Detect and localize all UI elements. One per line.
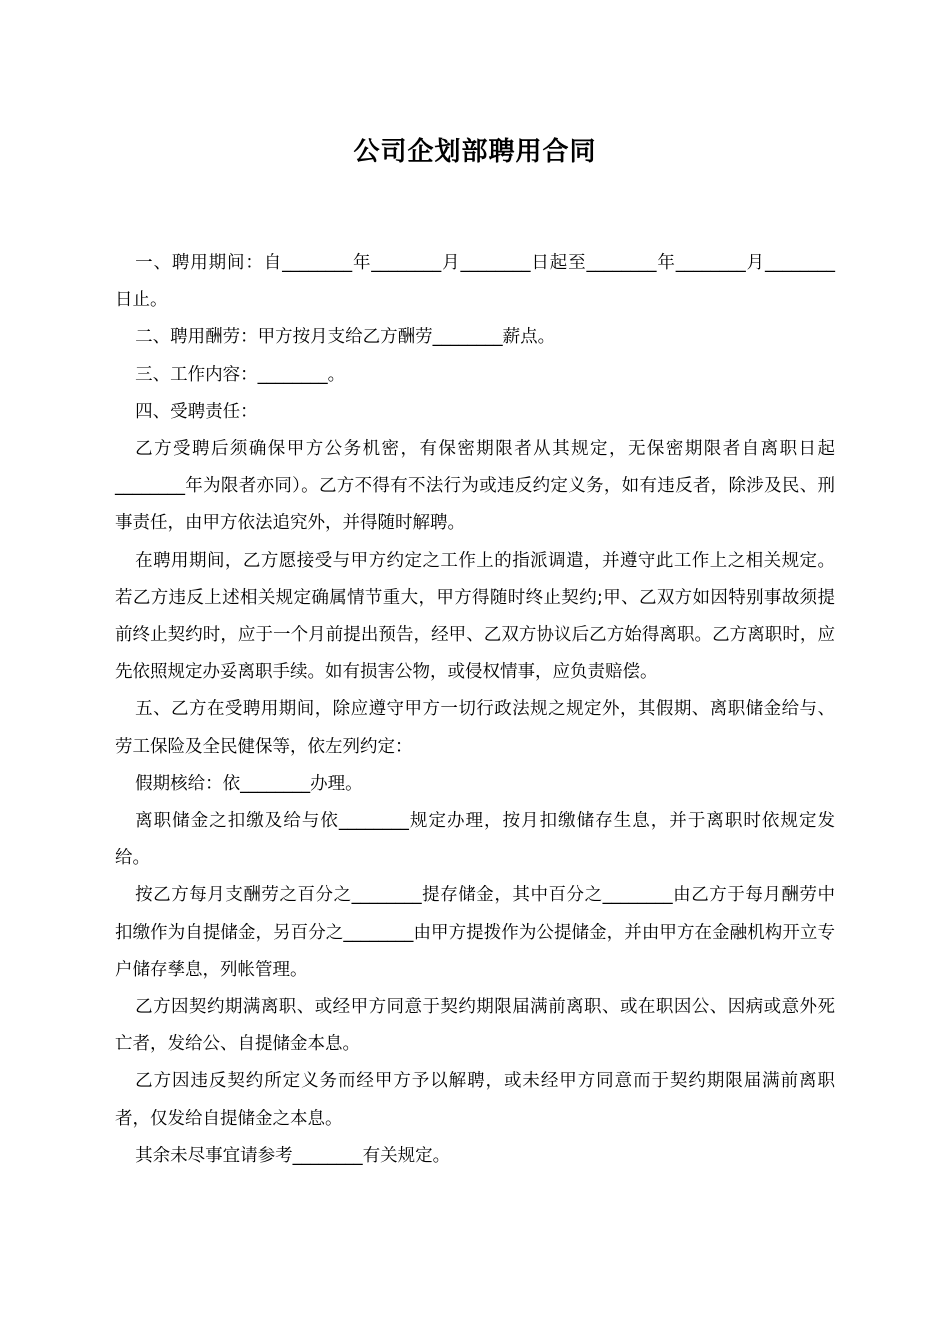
- paragraph-other-matters: 其余未尽事宜请参考________有关规定。: [135, 1145, 451, 1166]
- clause-employment-period: 一、聘用期间：自________年________月________日起至________年________月________日止。: [115, 253, 835, 311]
- paragraph-confidentiality: 乙方受聘后须确保甲方公务机密，有保密期限者从其规定，无保密期限者自离职日起________年为限者亦同）。乙方不得有不法行为或违反约定义务，如有违反者，除涉及民、刑事责任，由甲方依法追究外，并得随时解聘。: [115, 439, 835, 534]
- document-body: [115, 245, 835, 1175]
- clause-remuneration: 二、聘用酬劳：甲方按月支给乙方酬劳________薪点。: [135, 327, 556, 348]
- clause-responsibility-heading: 四、受聘责任：: [135, 401, 258, 422]
- clause-work-content: 三、工作内容：________。: [135, 364, 346, 385]
- paragraph-leave: 假期核给：依________办理。: [135, 773, 363, 794]
- paragraph-fund-percentages: 按乙方每月支酬劳之百分之________提存储金，其中百分之________由乙方于每月酬劳中扣缴作为自提储金，另百分之________由甲方提拨作为公提储金，并由甲方在金融机构开立专户储存孳息，列帐管理。: [115, 885, 835, 980]
- paragraph-fund-dismissal: 乙方因违反契约所定义务而经甲方予以解聘，或未经甲方同意而于契约期限届满前离职者，仅发给自提储金之本息。: [115, 1071, 835, 1129]
- paragraph-assignment-termination: 在聘用期间，乙方愿接受与甲方约定之工作上的指派调遣，并遵守此工作上之相关规定。若乙方违反上述相关规定确属情节重大，甲方得随时终止契约;甲、乙双方如因特别事故须提前终止契约时，应于一个月前提出预告，经甲、乙双方协议后乙方始得离职。乙方离职时，应先依照规定办妥离职手续。如有损害公物，或侵权情事，应负责赔偿。: [115, 550, 835, 683]
- paragraph-severance-fund: 离职储金之扣缴及给与依________规定办理，按月扣缴储存生息，并于离职时依规定发给。: [115, 811, 835, 869]
- paragraph-fund-payout: 乙方因契约期满离职、或经甲方同意于契约期限届满前离职、或在职因公、因病或意外死亡者，发给公、自提储金本息。: [115, 997, 835, 1055]
- document-title: 公司企划部聘用合同: [353, 137, 597, 167]
- clause-benefits: 五、乙方在受聘用期间，除应遵守甲方一切行政法规之规定外，其假期、离职储金给与、劳工保险及全民健保等，依左列约定：: [115, 699, 835, 757]
